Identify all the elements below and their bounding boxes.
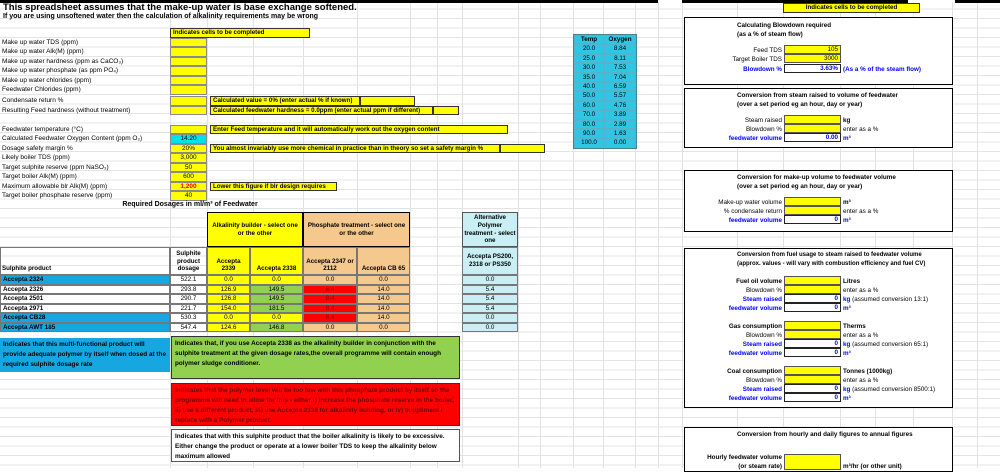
input-cell[interactable] <box>170 125 207 135</box>
result-label: feedwater volume <box>728 135 782 142</box>
polymer-cell: 5.4 <box>462 285 518 295</box>
unit-label <box>843 340 928 349</box>
steam-raised-cell: 0 <box>784 339 841 348</box>
product-cell: Accepta 2971 <box>0 304 170 314</box>
input-cell[interactable]: 20% <box>170 144 207 154</box>
fuel-label: Fuel oil volume <box>736 278 782 285</box>
ph2-cell: 0.0 <box>357 323 410 333</box>
gas-input[interactable] <box>784 321 841 330</box>
row-label: Resulting Feed hardness (without treatment) <box>2 106 131 114</box>
unit-label: enter as a % <box>843 332 879 339</box>
table-cell: 70.0 <box>574 110 604 119</box>
box-title: Conversion from steam raised to volume of feedwater <box>737 92 898 99</box>
alk1-cell: 0.0 <box>207 275 250 285</box>
table-cell: 80.0 <box>574 120 604 129</box>
top-border <box>955 0 1000 3</box>
product-cell: Accepta 2324 <box>0 275 170 285</box>
input-cell[interactable]: 1,200 <box>170 182 207 192</box>
fuel-to-feedwater-box <box>684 248 953 408</box>
table-cell: 50.0 <box>574 91 604 100</box>
legend-white-note: Indicates that with this sulphite product that the boiler alkalinity is likely to be excessive. Either change the product or operate at a lower boiler TDS to keep the alkalinity below maximum allowed <box>171 429 460 462</box>
page-title: This spreadsheet assumes that the make-up water is base exchange softened. <box>3 2 357 13</box>
box-subtitle: (over a set period eg an hour, day or year) <box>737 101 863 108</box>
input-cell[interactable]: 600 <box>170 172 207 182</box>
unit-label: m³ <box>843 350 851 357</box>
dosage-cell: 221.7 <box>170 304 207 314</box>
makeup-to-feedwater-box <box>684 170 953 232</box>
group-header-polymer: Alternative Polymer treatment - select one <box>462 212 518 247</box>
legend-green-note: Indicates that, if you use Accepta 2338 as the alkalinity builder in conjunction with the sulphite treatment at the given dosage rates,the overall programme will contain enough polymer sludge conditioner. <box>171 336 460 379</box>
input-cell[interactable] <box>170 57 207 67</box>
completed-legend: Indicates cells to be completed <box>783 3 920 13</box>
coal-input[interactable] <box>784 366 841 375</box>
table-cell: 20.0 <box>574 44 604 53</box>
feedwater-volume-cell: 0 <box>784 348 841 357</box>
row-label: Target sulphite reserve (ppm NaSO₃) <box>2 163 109 171</box>
dosage-table-title: Required Dosages in ml/m³ of Feedwater <box>122 201 258 208</box>
dosage-cell: 293.8 <box>170 285 207 295</box>
row-label: Make up water Alk(M) (ppm) <box>2 48 84 55</box>
row-label: Condensate return % <box>2 97 64 104</box>
input-cell[interactable]: 40 <box>170 191 207 201</box>
table-cell: 8.11 <box>604 54 636 63</box>
product-cell: Accepta 2501 <box>0 294 170 304</box>
unit-label: m³ <box>843 305 851 312</box>
column-header: Oxygen <box>604 35 636 44</box>
alk2-cell: 149.5 <box>250 294 303 304</box>
steam-raised-cell: 0 <box>784 384 841 393</box>
steam-raised-cell: 0 <box>784 294 841 303</box>
annual-figures-box <box>684 427 953 472</box>
row-label: Make up water hardness (ppm as CaCO₃) <box>2 57 124 65</box>
hint-note: Calculated feedwater hardness = 0.0ppm (enter actual ppm if different) <box>210 106 433 116</box>
box-title: Conversion for make-up volume to feedwater volume <box>737 174 896 181</box>
input-cell[interactable] <box>170 38 207 48</box>
box-subtitle: (over a set period eg an hour, day or year) <box>737 183 863 190</box>
fuel-label: Gas consumption <box>728 323 782 330</box>
table-cell: 60.0 <box>574 101 604 110</box>
alk1-cell: 0.0 <box>207 313 250 323</box>
row-label: Target boiler Alk(M) (ppm) <box>2 173 77 180</box>
product-cell: Accepta AWT 185 <box>0 323 170 333</box>
field-label: Feed TDS <box>753 47 782 54</box>
calculated-cell: 14.20 <box>170 134 207 144</box>
ph1-cell: 8.4 <box>303 285 357 295</box>
unit-label: m³ <box>843 395 851 402</box>
field-label: Hourly feedwater volume <box>707 454 782 461</box>
group-header-alkalinity: Alkalinity builder - select one or the other <box>207 212 303 247</box>
fuel-label: Coal consumption <box>727 368 782 375</box>
table-cell: 7.04 <box>604 73 636 82</box>
result-label: feedwater volume <box>728 350 782 357</box>
hint-note: Calculated value = 0% (enter actual % if known) <box>210 96 360 106</box>
blowdown-input[interactable] <box>784 375 841 384</box>
completed-legend: Indicates cells to be completed <box>170 28 310 38</box>
alk2-cell: 0.0 <box>250 275 303 285</box>
result-label: Blowdown % <box>743 66 782 73</box>
field-label: Make-up water volume <box>718 199 782 206</box>
box-subtitle: (approx. values - will vary with combustion efficiency and fuel CV) <box>737 261 926 267</box>
row-label: Maximum allowable blr Alk(M) (ppm) <box>2 182 108 190</box>
row-label: Calculated Feedwater Oxygen Content (ppm O₂) <box>2 135 143 142</box>
feedwater-volume-cell: 0 <box>784 303 841 312</box>
table-cell: 4.76 <box>604 101 636 110</box>
blowdown-input[interactable] <box>784 124 841 133</box>
ph1-cell: 8.4 <box>303 294 357 304</box>
polymer-cell: 0.0 <box>462 275 518 285</box>
group-header-phosphate: Phosphate treatment - select one or the other <box>303 212 410 247</box>
feedwater-volume-cell: 0 <box>784 393 841 402</box>
ph2-cell: 14.0 <box>357 313 410 323</box>
unit-label: m³ <box>843 217 851 224</box>
box-subtitle: (as a % of steam flow) <box>737 31 803 38</box>
polymer-cell: 5.4 <box>462 304 518 314</box>
field-label: Blowdown % <box>745 377 782 384</box>
input-cell[interactable]: 3,000 <box>170 153 207 163</box>
input-cell[interactable] <box>170 47 207 57</box>
row-label: Make up water phosphate (as ppm PO₄) <box>2 67 119 74</box>
result-label: feedwater volume <box>728 217 782 224</box>
input-cell[interactable] <box>170 96 207 106</box>
unit-label: enter as a % <box>843 287 879 294</box>
unit-kg: kg <box>843 296 851 303</box>
alk2-cell: 146.8 <box>250 323 303 333</box>
ph2-cell: 14.0 <box>357 285 410 295</box>
alk2-cell: 0.0 <box>250 313 303 323</box>
box-title: Calculating Blowdown required <box>737 22 832 29</box>
field-label: (or steam rate) <box>738 463 782 470</box>
row-label: Feedwater Chlorides (ppm) <box>2 86 81 93</box>
field-label: % condensate return <box>723 208 782 215</box>
blowdown-input[interactable] <box>784 330 841 339</box>
input-cell[interactable] <box>170 85 207 95</box>
feedwater-volume-cell: 0 <box>784 215 841 224</box>
conversion-note: (assumed conversion 65:1) <box>852 341 929 348</box>
column-header: Temp <box>574 35 604 44</box>
result-label: Steam raised <box>742 296 782 303</box>
oxygen-temp-table <box>573 34 637 149</box>
blowdown-result-cell: 3.63% <box>784 64 841 73</box>
box-title: Conversion from hourly and daily figures to annual figures <box>737 431 913 438</box>
unit-label: m³/hr (or other unit) <box>843 463 902 470</box>
ph2-cell: 14.0 <box>357 294 410 304</box>
box-title: Conversion from fuel usage to steam raised to feedwater volume <box>737 252 922 258</box>
table-cell: 3.89 <box>604 110 636 119</box>
ph2-cell: 0.0 <box>357 275 410 285</box>
unit-label: Litres <box>843 278 861 285</box>
column-header: Sulphite product <box>0 247 170 275</box>
field-label: Blowdown % <box>745 287 782 294</box>
makeup-volume-input[interactable] <box>784 197 841 206</box>
column-header: Accepta CB 65 <box>357 247 410 275</box>
ph1-cell: 0.0 <box>303 323 357 333</box>
unit-label: Tonnes (1000kg) <box>843 368 893 375</box>
table-cell: 5.57 <box>604 91 636 100</box>
ph1-cell: 8.4 <box>303 304 357 314</box>
blowdown-input[interactable] <box>784 285 841 294</box>
dosage-cell: 547.4 <box>170 323 207 333</box>
alk2-cell: 181.5 <box>250 304 303 314</box>
result-label: feedwater volume <box>728 395 782 402</box>
blowdown-box <box>684 17 953 85</box>
condensate-return-input[interactable] <box>784 206 841 215</box>
legend-red-note: Indicates that the polymer level will be too low with this phosphate product by itself so the programme will need to allow for this - either i) increase the phosphate reserve in the boiler, ii) use a different product, iii) use Accepta 2338 for alkalinity building, or iv) suppliment / replace with a Polymer product <box>171 383 460 426</box>
input-cell[interactable] <box>500 144 545 154</box>
table-cell: 0.00 <box>604 138 636 147</box>
hint-note: Enter Feed temperature and it will automatically work out the oxygen content <box>210 125 508 135</box>
column-header: Accepta 2338 <box>250 247 303 275</box>
alk1-cell: 124.6 <box>207 323 250 333</box>
unit-label <box>843 295 928 304</box>
alk1-cell: 154.0 <box>207 304 250 314</box>
result-label: feedwater volume <box>728 305 782 312</box>
hint-note: You almost invariably use more chemical in practice than in theory so set a safety margin % <box>210 144 500 154</box>
unit-label: kg <box>843 117 851 124</box>
result-label: Steam raised <box>742 341 782 348</box>
row-label: Dosage safety margin % <box>2 144 73 152</box>
unit-label: m³ <box>843 135 851 142</box>
feed-tds-input[interactable]: 105 <box>784 45 841 54</box>
table-cell: 7.53 <box>604 63 636 72</box>
table-cell: 40.0 <box>574 82 604 91</box>
unit-label: enter as a % <box>843 126 879 133</box>
field-label: Steam raised <box>744 117 782 124</box>
input-cell[interactable] <box>170 66 207 76</box>
input-cell[interactable] <box>170 76 207 86</box>
row-label: Make up water chlorides (ppm) <box>2 76 92 84</box>
conversion-note: (assumed conversion 13:1) <box>852 296 929 303</box>
alk1-cell: 126.9 <box>207 285 250 295</box>
dosage-cell: 522.1 <box>170 275 207 285</box>
conversion-note: (assumed conversion 8500:1) <box>852 386 936 393</box>
fuel-oil-input[interactable] <box>784 276 841 285</box>
polymer-cell: 0.0 <box>462 323 518 333</box>
dosage-cell: 530.3 <box>170 313 207 323</box>
table-cell: 90.0 <box>574 129 604 138</box>
ph2-cell: 14.0 <box>357 304 410 314</box>
steam-to-feedwater-box <box>684 88 953 148</box>
unit-label: enter as a % <box>843 208 879 215</box>
alk2-cell: 149.5 <box>250 285 303 295</box>
polymer-cell: 5.4 <box>462 294 518 304</box>
input-cell[interactable]: 50 <box>170 163 207 173</box>
field-label: Blowdown % <box>745 332 782 339</box>
table-cell: 6.59 <box>604 82 636 91</box>
alk1-cell: 126.8 <box>207 294 250 304</box>
table-cell: 2.89 <box>604 120 636 129</box>
product-cell: Accepta 2326 <box>0 285 170 295</box>
table-cell: 8.84 <box>604 44 636 53</box>
page-subtitle: If you are using unsoftened water then the calculation of alkalinity requirements may be wrong <box>3 13 319 20</box>
unit-label: m³ <box>843 199 851 206</box>
unit-label <box>843 385 935 394</box>
dosage-cell: 290.7 <box>170 294 207 304</box>
table-cell: 25.0 <box>574 54 604 63</box>
table-cell: 1.63 <box>604 129 636 138</box>
field-label: Target Boiler TDS <box>732 56 782 63</box>
row-label: Target boiler phosphate reserve (ppm) <box>2 192 113 199</box>
column-header: Accepta 2347 or 2112 <box>303 247 357 275</box>
table-cell: 100.0 <box>574 138 604 147</box>
hint-note: Lower this figure if blr design requires <box>210 182 337 192</box>
unit-kg: kg <box>843 341 851 348</box>
field-label: Blowdown % <box>745 126 782 133</box>
row-label: Make up water TDS (ppm) <box>2 38 79 46</box>
steam-raised-input[interactable] <box>784 115 841 124</box>
table-cell: 35.0 <box>574 73 604 82</box>
unit-kg: kg <box>843 386 851 393</box>
input-cell[interactable] <box>433 106 459 116</box>
column-header: Accepta PS200, 2318 or PS350 <box>462 247 518 275</box>
result-note: (As a % of the steam flow) <box>843 66 922 73</box>
target-tds-input[interactable]: 3000 <box>784 54 841 63</box>
row-label: Feedwater temperature (°C) <box>2 125 83 133</box>
row-label: Likely boiler TDS (ppm) <box>2 154 70 161</box>
product-cell: Accepta CB28 <box>0 313 170 323</box>
result-label: Steam raised <box>742 386 782 393</box>
unit-label: enter as a % <box>843 377 879 384</box>
input-cell[interactable] <box>170 106 207 116</box>
ph1-cell: 0.0 <box>303 275 357 285</box>
legend-blue-note: Indicates that this multi-functional product will provide adequate polymer by itself when dosed at the required sulphite dosage rate <box>0 338 170 372</box>
unit-label: Therms <box>843 323 866 330</box>
polymer-cell: 0.0 <box>462 313 518 323</box>
feedwater-volume-cell: 0.00 <box>784 133 841 142</box>
input-cell[interactable] <box>360 96 415 106</box>
table-cell: 30.0 <box>574 63 604 72</box>
ph1-cell: 8.4 <box>303 313 357 323</box>
column-header: Sulphite product dosage <box>170 247 207 275</box>
column-header: Accepta 2339 <box>207 247 250 275</box>
